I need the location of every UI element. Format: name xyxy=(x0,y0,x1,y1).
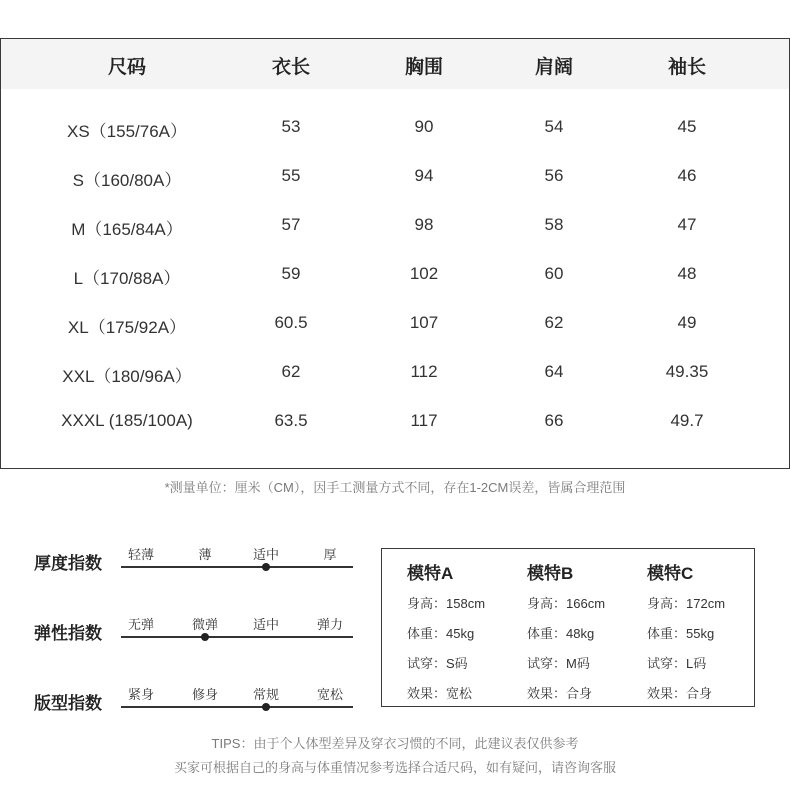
model-height: 身高：166cm xyxy=(527,596,606,611)
elasticity-option-0: 无弹 xyxy=(127,617,155,632)
cell-size: XXL（180/96A） xyxy=(62,367,192,386)
cell-shoulder: 60 xyxy=(544,264,564,283)
model-name: 模特A xyxy=(407,564,454,583)
model-effect-value: 合身 xyxy=(566,686,593,701)
model-effect-label: 效果： xyxy=(647,686,687,701)
cell-shoulder: 54 xyxy=(544,117,564,136)
model-height: 身高：158cm xyxy=(407,596,486,611)
cell-length: 59 xyxy=(281,264,301,283)
cell-sleeve: 49.7 xyxy=(670,411,704,430)
model-effect-label: 效果： xyxy=(407,686,447,701)
cell-length: 63.5 xyxy=(274,411,308,430)
model-weight: 体重：48kg xyxy=(527,626,595,641)
model-try: 试穿：M码 xyxy=(527,656,590,671)
cell-size: XL（175/92A） xyxy=(67,318,187,337)
header-length: 衣长 xyxy=(271,57,311,78)
model-effect xyxy=(527,683,592,702)
cell-shoulder: 66 xyxy=(544,411,564,430)
model-weight: 体重：45kg xyxy=(407,626,475,641)
elasticity-index-label: 弹性指数 xyxy=(34,624,102,643)
fit-index-label: 版型指数 xyxy=(34,694,102,713)
model-name: 模特B xyxy=(527,564,574,583)
cell-sleeve: 49.35 xyxy=(665,362,709,381)
cell-length: 53 xyxy=(281,117,301,136)
model-try: 试穿：S码 xyxy=(407,656,468,671)
model-effect-label: 效果： xyxy=(527,686,567,701)
cell-size: S（160/80A） xyxy=(72,171,182,190)
cell-size: L（170/88A） xyxy=(73,269,181,288)
model-effect xyxy=(647,683,712,702)
cell-shoulder: 58 xyxy=(544,215,564,234)
thickness-option-3: 厚 xyxy=(323,547,337,562)
fit-scale-line xyxy=(121,706,353,708)
thickness-index-label: 厚度指数 xyxy=(34,554,102,573)
elasticity-marker xyxy=(201,633,209,641)
header-shoulder: 肩阔 xyxy=(534,57,574,78)
model-name: 模特C xyxy=(647,564,694,583)
cell-chest: 98 xyxy=(414,215,434,234)
cell-size: M（165/84A） xyxy=(71,220,183,239)
measure-note: *测量单位：厘米（CM），因手工测量方式不同，存在1-2CM误差，皆属合理范围 xyxy=(164,480,626,495)
cell-length: 60.5 xyxy=(274,313,308,332)
model-effect xyxy=(407,683,472,702)
header-sleeve: 袖长 xyxy=(667,57,707,78)
model-weight: 体重：55kg xyxy=(647,626,715,641)
elasticity-option-3: 弹力 xyxy=(316,617,344,632)
thickness-scale-line xyxy=(121,566,353,568)
header-size: 尺码 xyxy=(107,57,147,78)
elasticity-option-2: 适中 xyxy=(252,617,280,632)
model-effect-value: 合身 xyxy=(686,686,713,701)
cell-chest: 107 xyxy=(409,313,439,332)
model-effect-value: 宽松 xyxy=(446,686,473,701)
fit-option-3: 宽松 xyxy=(316,687,344,702)
model-try: 试穿：L码 xyxy=(647,656,707,671)
cell-chest: 94 xyxy=(414,166,434,185)
cell-length: 62 xyxy=(281,362,301,381)
cell-length: 57 xyxy=(281,215,301,234)
cell-chest: 102 xyxy=(409,264,439,283)
cell-size: XS（155/76A） xyxy=(66,122,188,141)
cell-sleeve: 45 xyxy=(677,117,697,136)
model-height: 身高：172cm xyxy=(647,596,726,611)
fit-marker xyxy=(262,703,270,711)
elasticity-option-1: 微弹 xyxy=(191,617,219,632)
elasticity-scale-line xyxy=(121,636,353,638)
fit-option-0: 紧身 xyxy=(127,687,155,702)
cell-shoulder: 56 xyxy=(544,166,564,185)
size-table xyxy=(0,38,790,469)
fit-option-1: 修身 xyxy=(191,687,219,702)
fit-option-2: 常规 xyxy=(252,687,280,702)
cell-shoulder: 62 xyxy=(544,313,564,332)
cell-chest: 90 xyxy=(414,117,434,136)
thickness-marker xyxy=(262,563,270,571)
thickness-option-0: 轻薄 xyxy=(127,547,155,562)
cell-size: XXXL (185/100A) xyxy=(61,411,193,430)
header-chest: 胸围 xyxy=(404,57,444,78)
thickness-option-1: 薄 xyxy=(198,547,212,562)
cell-length: 55 xyxy=(281,166,301,185)
cell-chest: 112 xyxy=(410,362,438,381)
tips-line-1: TIPS：由于个人体型差异及穿衣习惯的不同，此建议表仅供参考 xyxy=(211,736,579,751)
thickness-option-2: 适中 xyxy=(252,547,280,562)
cell-sleeve: 47 xyxy=(677,215,697,234)
cell-shoulder: 64 xyxy=(544,362,564,381)
tips-line-2: 买家可根据自己的身高与体重情况参考选择合适尺码，如有疑问，请咨询客服 xyxy=(173,760,616,775)
cell-sleeve: 48 xyxy=(677,264,697,283)
table-header xyxy=(1,39,789,89)
model-info-box xyxy=(381,548,755,707)
cell-chest: 117 xyxy=(410,411,438,430)
cell-sleeve: 49 xyxy=(677,313,697,332)
cell-sleeve: 46 xyxy=(677,166,697,185)
